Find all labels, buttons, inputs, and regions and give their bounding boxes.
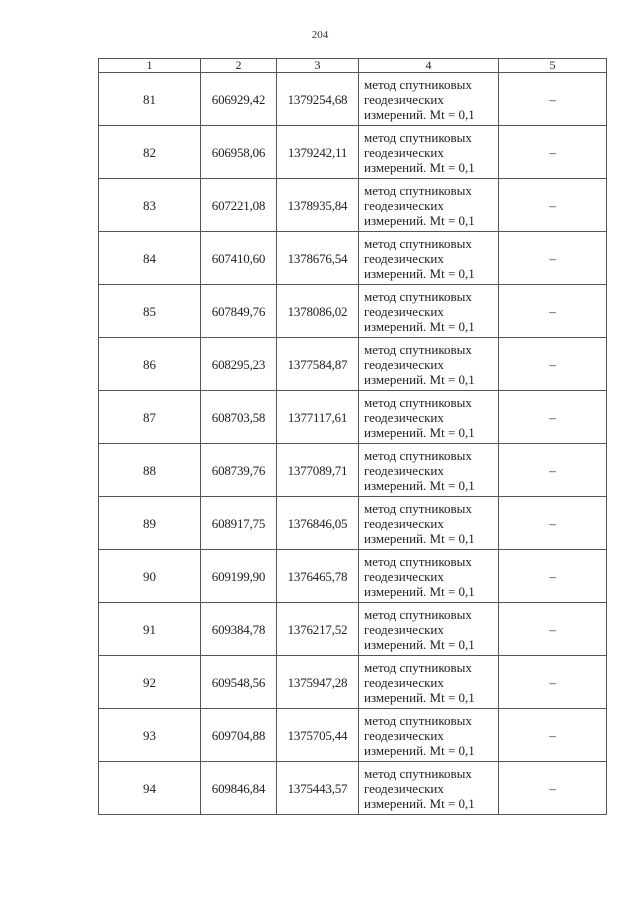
- y-coordinate-cell: 1379254,68: [277, 73, 359, 126]
- method-line: измерений. Mt = 0,1: [364, 689, 475, 705]
- col5-cell: –: [499, 391, 607, 444]
- col5-cell: –: [499, 603, 607, 656]
- table-row: [99, 497, 607, 550]
- y-coordinate-cell: 1378676,54: [277, 232, 359, 285]
- y-coordinate-cell: 1376846,05: [277, 497, 359, 550]
- method-cell: [359, 179, 499, 232]
- y-coordinate-cell: 1377117,61: [277, 391, 359, 444]
- point-number-cell: 89: [99, 497, 201, 550]
- method-cell: [359, 73, 499, 126]
- method-line: измерений. Mt = 0,1: [364, 424, 475, 440]
- method-line: измерений. Mt = 0,1: [364, 742, 475, 758]
- y-coordinate-cell: 1376217,52: [277, 603, 359, 656]
- point-number-cell: 91: [99, 603, 201, 656]
- method-line: измерений. Mt = 0,1: [364, 106, 475, 122]
- page-number: 204: [311, 29, 329, 41]
- method-line: метод спутниковых: [364, 712, 472, 728]
- method-cell: [359, 285, 499, 338]
- point-number-cell: 84: [99, 232, 201, 285]
- point-number-cell: 88: [99, 444, 201, 497]
- y-coordinate-cell: 1379242,11: [277, 126, 359, 179]
- method-line: измерений. Mt = 0,1: [364, 530, 475, 546]
- header-col-4: 4: [359, 59, 499, 73]
- table-row: [99, 126, 607, 179]
- table-row: [99, 709, 607, 762]
- x-coordinate-cell: 608703,58: [201, 391, 277, 444]
- table-row: [99, 73, 607, 126]
- table-row: [99, 762, 607, 815]
- method-line: метод спутниковых: [364, 447, 472, 463]
- x-coordinate-cell: 609548,56: [201, 656, 277, 709]
- col5-cell: –: [499, 444, 607, 497]
- y-coordinate-cell: 1376465,78: [277, 550, 359, 603]
- y-coordinate-cell: 1377584,87: [277, 338, 359, 391]
- table-body: [99, 73, 607, 815]
- method-line: метод спутниковых: [364, 129, 472, 145]
- col5-cell: –: [499, 709, 607, 762]
- col5-cell: –: [499, 550, 607, 603]
- x-coordinate-cell: 607221,08: [201, 179, 277, 232]
- method-line: геодезических: [364, 727, 444, 743]
- x-coordinate-cell: 609846,84: [201, 762, 277, 815]
- method-line: измерений. Mt = 0,1: [364, 212, 475, 228]
- method-cell: [359, 126, 499, 179]
- method-line: геодезических: [364, 621, 444, 637]
- method-line: метод спутниковых: [364, 235, 472, 251]
- col5-cell: –: [499, 126, 607, 179]
- point-number-cell: 92: [99, 656, 201, 709]
- method-cell: [359, 550, 499, 603]
- method-line: измерений. Mt = 0,1: [364, 795, 475, 811]
- method-line: геодезических: [364, 303, 444, 319]
- col5-cell: –: [499, 497, 607, 550]
- method-cell: [359, 762, 499, 815]
- method-line: метод спутниковых: [364, 553, 472, 569]
- col5-cell: –: [499, 338, 607, 391]
- x-coordinate-cell: 606958,06: [201, 126, 277, 179]
- col5-cell: –: [499, 285, 607, 338]
- method-cell: [359, 391, 499, 444]
- method-line: измерений. Mt = 0,1: [364, 583, 475, 599]
- method-line: геодезических: [364, 780, 444, 796]
- point-number-cell: 83: [99, 179, 201, 232]
- point-number-cell: 86: [99, 338, 201, 391]
- method-line: измерений. Mt = 0,1: [364, 265, 475, 281]
- method-line: измерений. Mt = 0,1: [364, 636, 475, 652]
- method-line: измерений. Mt = 0,1: [364, 159, 475, 175]
- col5-cell: –: [499, 179, 607, 232]
- method-cell: [359, 444, 499, 497]
- x-coordinate-cell: 609704,88: [201, 709, 277, 762]
- method-line: геодезических: [364, 674, 444, 690]
- method-line: метод спутниковых: [364, 606, 472, 622]
- coordinates-table: [98, 58, 607, 815]
- table-row: [99, 179, 607, 232]
- y-coordinate-cell: 1375705,44: [277, 709, 359, 762]
- method-cell: [359, 232, 499, 285]
- point-number-cell: 85: [99, 285, 201, 338]
- method-line: геодезических: [364, 568, 444, 584]
- x-coordinate-cell: 609199,90: [201, 550, 277, 603]
- col5-cell: –: [499, 232, 607, 285]
- method-line: геодезических: [364, 356, 444, 372]
- table-row: [99, 338, 607, 391]
- x-coordinate-cell: 608739,76: [201, 444, 277, 497]
- header-col-5: 5: [499, 59, 607, 73]
- method-cell: [359, 709, 499, 762]
- method-line: геодезических: [364, 462, 444, 478]
- point-number-cell: 81: [99, 73, 201, 126]
- method-line: метод спутниковых: [364, 394, 472, 410]
- x-coordinate-cell: 607410,60: [201, 232, 277, 285]
- point-number-cell: 94: [99, 762, 201, 815]
- table-row: [99, 603, 607, 656]
- col5-cell: –: [499, 762, 607, 815]
- table-row: [99, 285, 607, 338]
- col5-cell: –: [499, 656, 607, 709]
- method-cell: [359, 497, 499, 550]
- table-row: [99, 656, 607, 709]
- y-coordinate-cell: 1375443,57: [277, 762, 359, 815]
- point-number-cell: 90: [99, 550, 201, 603]
- method-cell: [359, 338, 499, 391]
- header-col-1: 1: [99, 59, 201, 73]
- table-row: [99, 391, 607, 444]
- x-coordinate-cell: 606929,42: [201, 73, 277, 126]
- method-line: метод спутниковых: [364, 765, 472, 781]
- method-line: измерений. Mt = 0,1: [364, 371, 475, 387]
- method-line: метод спутниковых: [364, 182, 472, 198]
- x-coordinate-cell: 608295,23: [201, 338, 277, 391]
- x-coordinate-cell: 609384,78: [201, 603, 277, 656]
- y-coordinate-cell: 1375947,28: [277, 656, 359, 709]
- method-cell: [359, 603, 499, 656]
- method-line: геодезических: [364, 409, 444, 425]
- col5-cell: –: [499, 73, 607, 126]
- method-line: геодезических: [364, 91, 444, 107]
- y-coordinate-cell: 1378086,02: [277, 285, 359, 338]
- method-line: измерений. Mt = 0,1: [364, 477, 475, 493]
- method-line: геодезических: [364, 250, 444, 266]
- table-row: [99, 550, 607, 603]
- x-coordinate-cell: 608917,75: [201, 497, 277, 550]
- method-line: метод спутниковых: [364, 341, 472, 357]
- point-number-cell: 93: [99, 709, 201, 762]
- table-header-row: [99, 59, 607, 73]
- y-coordinate-cell: 1378935,84: [277, 179, 359, 232]
- point-number-cell: 82: [99, 126, 201, 179]
- header-col-3: 3: [277, 59, 359, 73]
- method-line: геодезических: [364, 515, 444, 531]
- method-line: метод спутниковых: [364, 659, 472, 675]
- table-row: [99, 232, 607, 285]
- table-row: [99, 444, 607, 497]
- method-line: геодезических: [364, 197, 444, 213]
- method-line: геодезических: [364, 144, 444, 160]
- y-coordinate-cell: 1377089,71: [277, 444, 359, 497]
- method-cell: [359, 656, 499, 709]
- method-line: метод спутниковых: [364, 76, 472, 92]
- header-col-2: 2: [201, 59, 277, 73]
- x-coordinate-cell: 607849,76: [201, 285, 277, 338]
- method-line: метод спутниковых: [364, 500, 472, 516]
- method-line: метод спутниковых: [364, 288, 472, 304]
- method-line: измерений. Mt = 0,1: [364, 318, 475, 334]
- point-number-cell: 87: [99, 391, 201, 444]
